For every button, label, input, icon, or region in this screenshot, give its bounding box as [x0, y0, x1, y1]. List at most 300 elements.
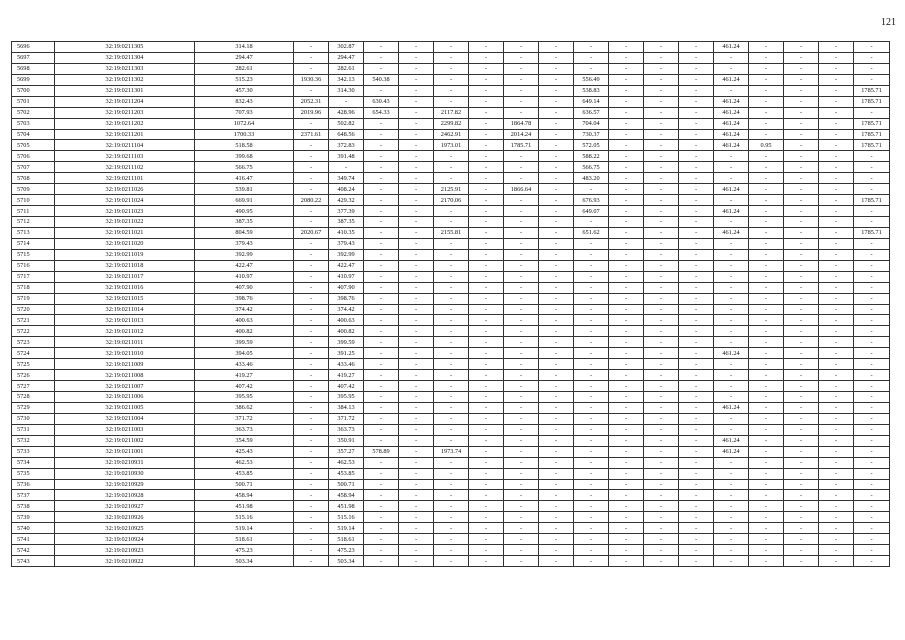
value-cell: -: [749, 413, 784, 424]
value-cell: -: [784, 96, 819, 107]
value-cell: -: [609, 424, 644, 435]
value-cell: -: [539, 118, 574, 129]
value-cell: -: [749, 271, 784, 282]
value-cell: -: [714, 238, 749, 249]
value-cell: -: [364, 184, 399, 195]
value-cell: 461.24: [714, 118, 749, 129]
value-cell: -: [539, 227, 574, 238]
value-cell: -: [399, 545, 434, 556]
value-cell: -: [609, 359, 644, 370]
value-cell: -: [854, 556, 890, 567]
value-cell: -: [679, 42, 714, 53]
value-cell: -: [399, 337, 434, 348]
value-cell: -: [539, 238, 574, 249]
value-cell: 1785.71: [854, 227, 890, 238]
value-cell: 398.76: [195, 293, 294, 304]
value-cell: 1785.71: [504, 140, 539, 151]
value-cell: -: [469, 118, 504, 129]
value-cell: 377.39: [329, 206, 364, 217]
value-cell: -: [294, 162, 329, 173]
value-cell: -: [644, 457, 679, 468]
value-cell: -: [854, 424, 890, 435]
value-cell: -: [399, 74, 434, 85]
value-cell: 433.46: [329, 359, 364, 370]
value-cell: -: [854, 523, 890, 534]
row-number-cell: 5727: [12, 381, 55, 392]
value-cell: -: [749, 206, 784, 217]
value-cell: 1973.01: [434, 140, 469, 151]
value-cell: -: [609, 206, 644, 217]
value-cell: -: [679, 85, 714, 96]
value-cell: -: [469, 370, 504, 381]
value-cell: -: [819, 42, 854, 53]
value-cell: -: [609, 74, 644, 85]
value-cell: -: [679, 173, 714, 184]
value-cell: -: [364, 52, 399, 63]
value-cell: -: [574, 392, 609, 403]
value-cell: -: [714, 151, 749, 162]
table-row: [12, 359, 890, 370]
value-cell: -: [819, 490, 854, 501]
value-cell: -: [399, 501, 434, 512]
value-cell: -: [504, 523, 539, 534]
value-cell: -: [539, 457, 574, 468]
value-cell: -: [784, 512, 819, 523]
value-cell: -: [854, 501, 890, 512]
value-cell: -: [609, 227, 644, 238]
value-cell: -: [574, 381, 609, 392]
value-cell: 490.95: [195, 206, 294, 217]
value-cell: -: [644, 446, 679, 457]
value-cell: -: [714, 271, 749, 282]
value-cell: -: [364, 556, 399, 567]
value-cell: -: [364, 381, 399, 392]
value-cell: -: [644, 282, 679, 293]
table-row: [12, 490, 890, 501]
value-cell: -: [469, 85, 504, 96]
value-cell: -: [399, 534, 434, 545]
cadastral-number-cell: 32:19:0211015: [55, 293, 195, 304]
value-cell: -: [784, 315, 819, 326]
value-cell: 461.24: [714, 74, 749, 85]
value-cell: -: [819, 468, 854, 479]
value-cell: -: [854, 260, 890, 271]
table-row: [12, 326, 890, 337]
row-number-cell: 5717: [12, 271, 55, 282]
value-cell: -: [609, 140, 644, 151]
value-cell: -: [294, 446, 329, 457]
table-row: [12, 370, 890, 381]
row-number-cell: 5706: [12, 151, 55, 162]
value-cell: -: [609, 457, 644, 468]
value-cell: -: [819, 424, 854, 435]
value-cell: -: [679, 337, 714, 348]
value-cell: -: [434, 370, 469, 381]
value-cell: -: [539, 217, 574, 228]
value-cell: -: [644, 227, 679, 238]
value-cell: 1785.71: [854, 140, 890, 151]
value-cell: 400.63: [195, 315, 294, 326]
value-cell: 538.83: [574, 85, 609, 96]
value-cell: -: [469, 435, 504, 446]
value-cell: 566.75: [195, 162, 294, 173]
value-cell: 314.18: [195, 42, 294, 53]
value-cell: -: [539, 512, 574, 523]
table-row: [12, 206, 890, 217]
value-cell: -: [609, 468, 644, 479]
value-cell: -: [819, 293, 854, 304]
value-cell: -: [399, 293, 434, 304]
value-cell: -: [469, 359, 504, 370]
row-number-cell: 5723: [12, 337, 55, 348]
value-cell: -: [784, 162, 819, 173]
value-cell: -: [609, 370, 644, 381]
value-cell: -: [679, 457, 714, 468]
value-cell: 282.61: [329, 63, 364, 74]
value-cell: -: [434, 402, 469, 413]
row-number-cell: 5725: [12, 359, 55, 370]
value-cell: -: [819, 337, 854, 348]
value-cell: -: [434, 512, 469, 523]
value-cell: -: [819, 435, 854, 446]
table-body: [12, 42, 890, 567]
value-cell: -: [749, 501, 784, 512]
row-number-cell: 5699: [12, 74, 55, 85]
value-cell: -: [574, 337, 609, 348]
value-cell: -: [574, 217, 609, 228]
value-cell: -: [434, 52, 469, 63]
value-cell: -: [854, 238, 890, 249]
value-cell: -: [609, 337, 644, 348]
value-cell: -: [609, 151, 644, 162]
value-cell: -: [364, 359, 399, 370]
table-row: [12, 435, 890, 446]
value-cell: -: [714, 52, 749, 63]
cadastral-number-cell: 32:19:0211021: [55, 227, 195, 238]
value-cell: -: [539, 206, 574, 217]
value-cell: -: [574, 293, 609, 304]
value-cell: -: [854, 490, 890, 501]
value-cell: -: [469, 293, 504, 304]
value-cell: -: [714, 534, 749, 545]
value-cell: -: [364, 238, 399, 249]
value-cell: -: [504, 260, 539, 271]
value-cell: -: [574, 501, 609, 512]
value-cell: -: [434, 523, 469, 534]
value-cell: -: [469, 96, 504, 107]
value-cell: -: [504, 381, 539, 392]
value-cell: 458.94: [329, 490, 364, 501]
cadastral-value-table: [11, 41, 890, 567]
value-cell: -: [819, 162, 854, 173]
value-cell: -: [854, 413, 890, 424]
value-cell: -: [749, 315, 784, 326]
value-cell: -: [609, 217, 644, 228]
value-cell: -: [434, 435, 469, 446]
value-cell: -: [504, 435, 539, 446]
value-cell: -: [749, 162, 784, 173]
table-row: [12, 534, 890, 545]
table-row: [12, 501, 890, 512]
value-cell: -: [364, 227, 399, 238]
value-cell: -: [784, 402, 819, 413]
row-number-cell: 5721: [12, 315, 55, 326]
value-cell: 425.43: [195, 446, 294, 457]
value-cell: -: [714, 424, 749, 435]
value-cell: 649.14: [574, 96, 609, 107]
value-cell: -: [469, 315, 504, 326]
value-cell: -: [854, 293, 890, 304]
value-cell: -: [714, 370, 749, 381]
value-cell: -: [819, 402, 854, 413]
value-cell: -: [434, 392, 469, 403]
value-cell: 433.46: [195, 359, 294, 370]
value-cell: -: [644, 293, 679, 304]
value-cell: -: [854, 304, 890, 315]
value-cell: -: [294, 468, 329, 479]
cadastral-number-cell: 32:19:0211023: [55, 206, 195, 217]
value-cell: 1864.78: [504, 118, 539, 129]
value-cell: -: [469, 490, 504, 501]
value-cell: -: [399, 359, 434, 370]
value-cell: -: [784, 556, 819, 567]
value-cell: -: [749, 96, 784, 107]
value-cell: -: [679, 435, 714, 446]
value-cell: -: [609, 304, 644, 315]
cadastral-number-cell: 32:19:0210927: [55, 501, 195, 512]
value-cell: 676.93: [574, 195, 609, 206]
value-cell: -: [854, 545, 890, 556]
value-cell: -: [749, 370, 784, 381]
cadastral-number-cell: 32:19:0211009: [55, 359, 195, 370]
value-cell: -: [469, 424, 504, 435]
value-cell: -: [679, 534, 714, 545]
value-cell: -: [329, 162, 364, 173]
value-cell: -: [784, 468, 819, 479]
value-cell: -: [819, 173, 854, 184]
value-cell: -: [294, 151, 329, 162]
value-cell: -: [609, 52, 644, 63]
value-cell: -: [364, 348, 399, 359]
value-cell: -: [819, 74, 854, 85]
value-cell: -: [539, 381, 574, 392]
row-number-cell: 5728: [12, 392, 55, 403]
value-cell: -: [539, 435, 574, 446]
row-number-cell: 5700: [12, 85, 55, 96]
value-cell: -: [609, 545, 644, 556]
row-number-cell: 5738: [12, 501, 55, 512]
value-cell: -: [539, 534, 574, 545]
value-cell: -: [749, 381, 784, 392]
value-cell: -: [539, 271, 574, 282]
value-cell: -: [609, 490, 644, 501]
table-row: [12, 85, 890, 96]
value-cell: -: [364, 457, 399, 468]
value-cell: -: [294, 206, 329, 217]
value-cell: -: [609, 348, 644, 359]
value-cell: 654.33: [364, 107, 399, 118]
value-cell: -: [294, 545, 329, 556]
value-cell: -: [784, 304, 819, 315]
row-number-cell: 5726: [12, 370, 55, 381]
value-cell: -: [364, 512, 399, 523]
value-cell: 515.16: [195, 512, 294, 523]
value-cell: -: [819, 195, 854, 206]
value-cell: -: [609, 446, 644, 457]
value-cell: -: [434, 315, 469, 326]
value-cell: -: [644, 479, 679, 490]
value-cell: 2371.61: [294, 129, 329, 140]
value-cell: -: [504, 326, 539, 337]
value-cell: -: [679, 370, 714, 381]
value-cell: -: [504, 206, 539, 217]
value-cell: -: [714, 523, 749, 534]
value-cell: -: [784, 348, 819, 359]
value-cell: -: [854, 326, 890, 337]
value-cell: -: [644, 118, 679, 129]
value-cell: -: [749, 512, 784, 523]
value-cell: -: [399, 381, 434, 392]
value-cell: -: [504, 413, 539, 424]
value-cell: -: [644, 238, 679, 249]
value-cell: 2462.91: [434, 129, 469, 140]
value-cell: -: [294, 435, 329, 446]
value-cell: -: [469, 162, 504, 173]
value-cell: -: [574, 479, 609, 490]
value-cell: -: [434, 468, 469, 479]
cadastral-number-cell: 32:19:0210929: [55, 479, 195, 490]
value-cell: -: [679, 195, 714, 206]
value-cell: -: [819, 85, 854, 96]
value-cell: -: [539, 446, 574, 457]
value-cell: 391.48: [329, 151, 364, 162]
value-cell: -: [714, 162, 749, 173]
value-cell: -: [434, 501, 469, 512]
value-cell: -: [539, 129, 574, 140]
value-cell: -: [469, 479, 504, 490]
cadastral-number-cell: 32:19:0211001: [55, 446, 195, 457]
value-cell: -: [679, 282, 714, 293]
cadastral-number-cell: 32:19:0211014: [55, 304, 195, 315]
value-cell: -: [574, 260, 609, 271]
value-cell: -: [749, 337, 784, 348]
value-cell: -: [749, 52, 784, 63]
page-number: 121: [881, 17, 896, 28]
value-cell: 475.23: [329, 545, 364, 556]
value-cell: -: [714, 304, 749, 315]
cadastral-number-cell: 32:19:0211020: [55, 238, 195, 249]
table-row: [12, 162, 890, 173]
cadastral-number-cell: 32:19:0210923: [55, 545, 195, 556]
value-cell: -: [469, 238, 504, 249]
value-cell: 804.59: [195, 227, 294, 238]
value-cell: 392.99: [195, 249, 294, 260]
value-cell: -: [504, 490, 539, 501]
cadastral-number-cell: 32:19:0211019: [55, 249, 195, 260]
value-cell: -: [294, 271, 329, 282]
value-cell: -: [609, 556, 644, 567]
value-cell: 394.05: [195, 348, 294, 359]
value-cell: -: [749, 479, 784, 490]
value-cell: 500.71: [195, 479, 294, 490]
value-cell: -: [609, 129, 644, 140]
value-cell: -: [504, 151, 539, 162]
value-cell: -: [854, 52, 890, 63]
value-cell: -: [714, 85, 749, 96]
value-cell: 398.76: [329, 293, 364, 304]
value-cell: 669.91: [195, 195, 294, 206]
value-cell: -: [504, 556, 539, 567]
value-cell: -: [504, 282, 539, 293]
value-cell: -: [364, 534, 399, 545]
cadastral-number-cell: 32:19:0211008: [55, 370, 195, 381]
table-row: [12, 446, 890, 457]
value-cell: 578.89: [364, 446, 399, 457]
value-cell: 461.24: [714, 435, 749, 446]
value-cell: -: [294, 282, 329, 293]
value-cell: -: [539, 413, 574, 424]
value-cell: 461.24: [714, 184, 749, 195]
value-cell: 503.34: [195, 556, 294, 567]
value-cell: -: [364, 151, 399, 162]
value-cell: -: [819, 96, 854, 107]
value-cell: -: [644, 326, 679, 337]
value-cell: 400.82: [195, 326, 294, 337]
value-cell: 556.49: [574, 74, 609, 85]
row-number-cell: 5707: [12, 162, 55, 173]
table-row: [12, 249, 890, 260]
table-row: [12, 381, 890, 392]
value-cell: -: [819, 184, 854, 195]
value-cell: -: [714, 249, 749, 260]
value-cell: -: [749, 129, 784, 140]
value-cell: -: [434, 337, 469, 348]
cadastral-number-cell: 32:19:0211024: [55, 195, 195, 206]
cadastral-number-cell: 32:19:0211103: [55, 151, 195, 162]
value-cell: -: [609, 479, 644, 490]
value-cell: -: [294, 556, 329, 567]
value-cell: -: [784, 42, 819, 53]
row-number-cell: 5703: [12, 118, 55, 129]
value-cell: -: [364, 85, 399, 96]
cadastral-number-cell: 32:19:0211026: [55, 184, 195, 195]
value-cell: 372.83: [329, 140, 364, 151]
row-number-cell: 5731: [12, 424, 55, 435]
value-cell: -: [469, 195, 504, 206]
value-cell: -: [539, 479, 574, 490]
value-cell: -: [434, 534, 469, 545]
value-cell: 1785.71: [854, 118, 890, 129]
value-cell: -: [469, 523, 504, 534]
value-cell: -: [609, 107, 644, 118]
value-cell: 357.27: [329, 446, 364, 457]
value-cell: 457.30: [195, 85, 294, 96]
cadastral-number-cell: 32:19:0211018: [55, 260, 195, 271]
value-cell: -: [504, 107, 539, 118]
value-cell: -: [399, 512, 434, 523]
value-cell: -: [574, 545, 609, 556]
value-cell: 384.13: [329, 402, 364, 413]
row-number-cell: 5696: [12, 42, 55, 53]
value-cell: -: [609, 315, 644, 326]
value-cell: -: [504, 457, 539, 468]
value-cell: -: [714, 293, 749, 304]
value-cell: 399.68: [195, 151, 294, 162]
value-cell: -: [749, 249, 784, 260]
value-cell: -: [819, 534, 854, 545]
value-cell: -: [644, 392, 679, 403]
value-cell: 730.37: [574, 129, 609, 140]
